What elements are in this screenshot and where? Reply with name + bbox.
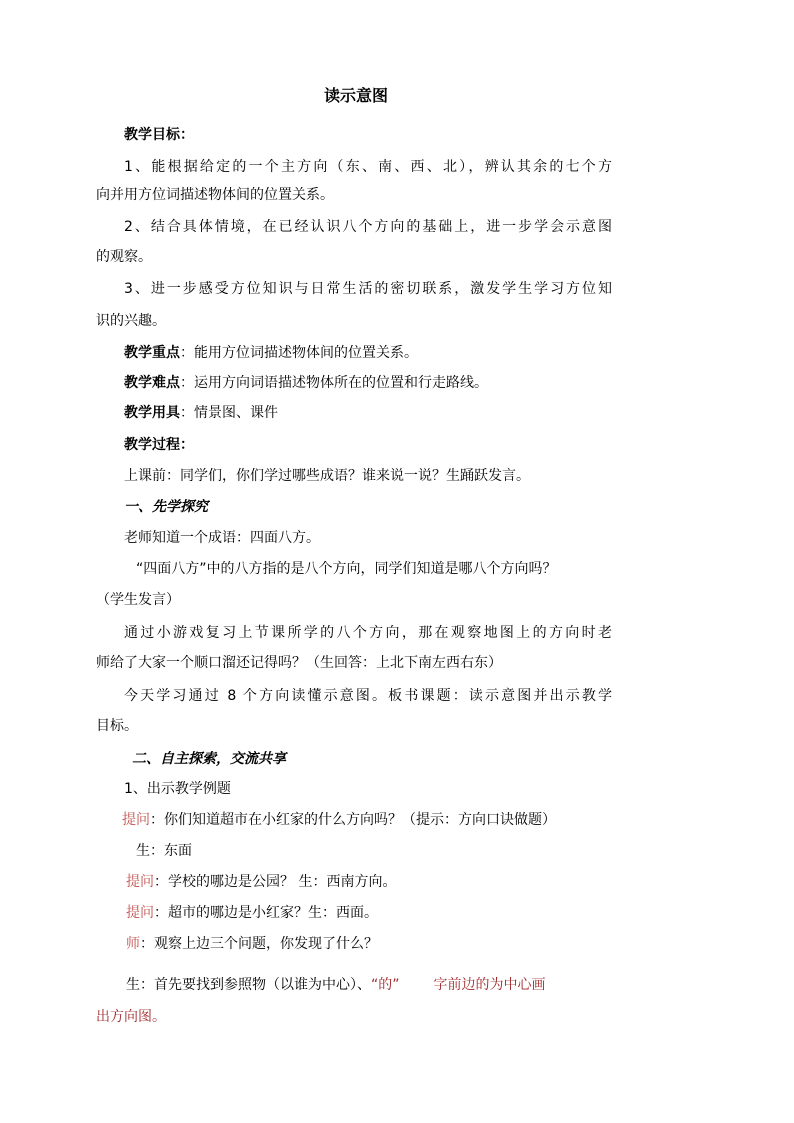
difficulty-label: 教学难点	[124, 375, 180, 391]
section-1-line-2: “四面八方”中的八方指的是八个方向，同学们知道是哪八个方向吗？	[136, 561, 557, 577]
student-answer-part-2: 字前边的为中心画	[433, 977, 546, 993]
teacher-label: 师	[126, 936, 140, 952]
question-3	[126, 902, 378, 924]
page-title: 读示意图	[323, 86, 388, 105]
objective-3-line-2: 识的兴趣。	[96, 313, 166, 329]
section-1-line-3: （学生发言）	[96, 592, 180, 608]
question-3-text: ：超市的哪边是小红家？生：西面。	[154, 905, 378, 921]
question-label: 提问	[126, 905, 154, 921]
section-2-item-1: 1、出示教学例题	[124, 781, 231, 797]
section-1-line-4a: 通过小游戏复习上节课所学的八个方向，那在观察地图上的方向时老	[124, 625, 612, 641]
objective-2-line-2: 的观察。	[96, 249, 152, 265]
preclass-text: 上课前：同学们，你们学过哪些成语？谁来说一说？生踊跃发言。	[124, 468, 530, 484]
section-1-heading: 一、先学探究	[124, 499, 208, 515]
objectives-heading: 教学目标：	[124, 127, 194, 143]
section-1-line-4b: 师给了大家一个顺口溜还记得吗？（生回答：上北下南左西右东）	[96, 655, 502, 671]
teaching-tools-text: ：情景图、课件	[180, 405, 278, 421]
question-1-text: ：你们知道超市在小红家的什么方向吗？（提示：方向口诀做题）	[150, 812, 556, 828]
objective-1-line-2: 向并用方位词描述物体间的位置关系。	[96, 187, 334, 203]
key-point-label: 教学重点	[124, 345, 180, 361]
answer-1: 生：东面	[136, 843, 192, 859]
question-2	[126, 871, 396, 893]
student-answer-line-1	[126, 974, 546, 996]
difficulty-point	[124, 372, 488, 394]
teacher-question-text: ：观察上边三个问题，你发现了什么？	[140, 936, 378, 952]
objective-3-line-1: 3、进一步感受方位知识与日常生活的密切联系，激发学生学习方位知	[124, 281, 612, 297]
key-point-text: ：能用方位词描述物体间的位置关系。	[180, 345, 418, 361]
difficulty-text: ：运用方向词语描述物体所在的位置和行走路线。	[180, 375, 488, 391]
objective-2-line-1: 2、结合具体情境，在已经认识八个方向的基础上，进一步学会示意图	[124, 219, 612, 235]
question-2-text: ：学校的哪边是公园？ 生：西南方向。	[154, 874, 397, 890]
question-label: 提问	[126, 874, 154, 890]
objective-1-line-1: 1、能根据给定的一个主方向（东、南、西、北），辨认其余的七个方	[124, 159, 612, 175]
question-label: 提问	[122, 812, 150, 828]
section-2-heading: 二、自主探索，交流共享	[132, 751, 286, 767]
teaching-tools	[124, 402, 278, 424]
section-1-line-5a: 今天学习通过 8 个方向读懂示意图。板书课题：读示意图并出示教学	[124, 688, 612, 704]
key-point	[124, 342, 418, 364]
process-heading: 教学过程：	[124, 437, 194, 453]
section-1-line-5b: 目标。	[96, 718, 138, 734]
student-answer-part-1: 生：首先要找到参照物（以谁为中心）、	[126, 977, 371, 993]
section-1-line-1: 老师知道一个成语：四面八方。	[124, 530, 320, 546]
teaching-tools-label: 教学用具	[124, 405, 180, 421]
student-answer-line-2: 出方向图。	[96, 1009, 166, 1025]
question-1	[122, 809, 556, 831]
student-answer-quote: “的”	[371, 977, 400, 993]
teacher-question	[126, 933, 378, 955]
